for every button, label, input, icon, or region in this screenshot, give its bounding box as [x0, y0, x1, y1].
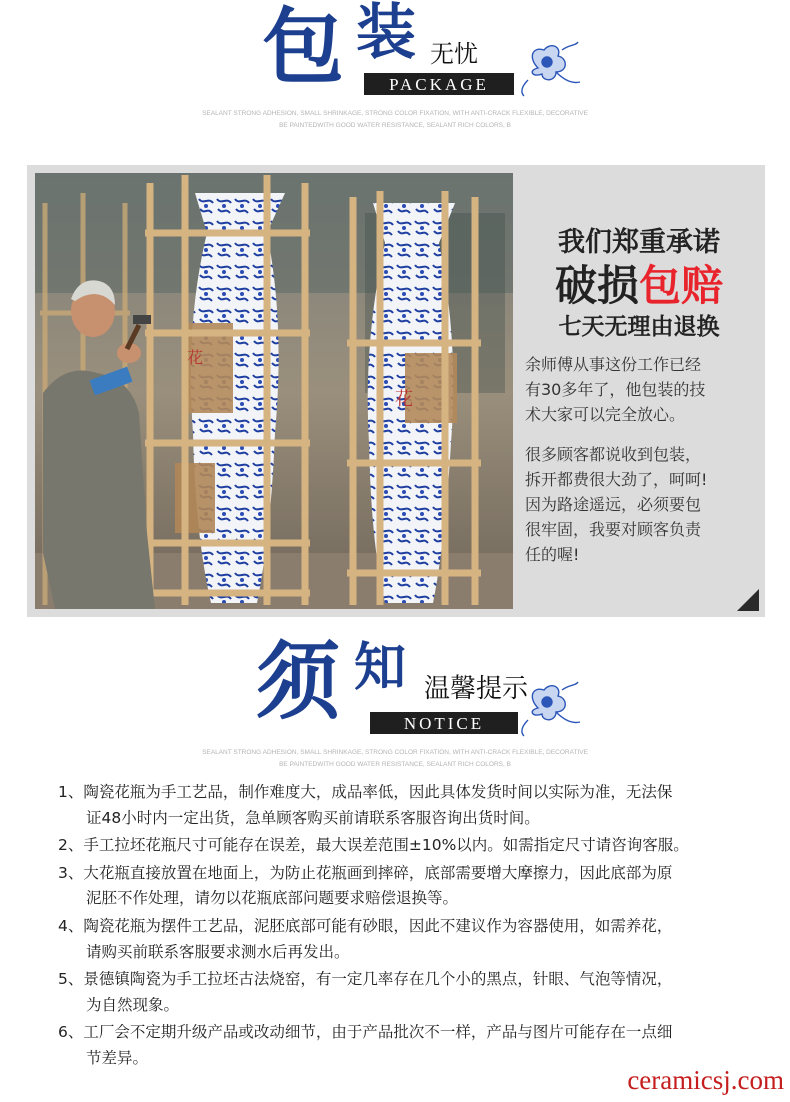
svg-text:花: 花: [187, 348, 204, 367]
customer-paragraph: [525, 442, 757, 567]
card-label: 花: [395, 389, 413, 410]
promo-panel: [27, 165, 765, 617]
package-tagline-2: BE PAINTEDWITH GOOD WATER RESISTANCE, SEALANT RICH COLORS, B: [279, 122, 511, 129]
paragraph-line: 术大家可以完全放心。: [525, 405, 686, 424]
packaging-photo-illustration: [35, 173, 513, 609]
notice-title-char-2: 知: [354, 637, 407, 698]
paragraph-line: 拆开都费很大劲了，呵呵!: [525, 470, 708, 489]
notice-item: [58, 833, 758, 859]
paragraph-line: 因为路途遥远，必须要包: [525, 495, 702, 514]
paragraph-line: 余师傅从事这份工作已经: [525, 355, 702, 374]
notice-item: [58, 780, 758, 831]
promo-text-block: [525, 165, 761, 617]
damage-guarantee-heading: [525, 253, 753, 313]
notice-item-continuation: 证48小时内一定出货，急单顾客购买前请联系客服咨询出货时间。: [86, 808, 540, 827]
notice-item-text: 3、大花瓶直接放置在地面上，为防止花瓶画到摔碎，底部需要增大摩擦力，因此底部为原: [58, 863, 673, 882]
package-subtitle: 无忧: [430, 40, 478, 68]
notice-item-text: 4、陶瓷花瓶为摆件工艺品，泥胚底部可能有砂眼，因此不建议作为容器使用，如需养花，: [58, 917, 673, 936]
notice-list: [58, 780, 758, 1074]
notice-english-label: NOTICE: [370, 712, 518, 734]
package-english-label: PACKAGE: [364, 73, 514, 95]
blue-flower-ornament: [518, 40, 582, 98]
notice-item-continuation: 泥胚不作处理，请勿以花瓶底部问题要求赔偿退换等。: [86, 889, 459, 908]
package-tagline-1: SEALANT STRONG ADHESION, SMALL SHRINKAGE, STRONG COLOR FIXATION, WITH ANTI-CRACK FLEXIBLE, DECORATIVE: [202, 110, 588, 117]
craftsman-paragraph: [525, 352, 757, 427]
notice-title-char-1: 须: [256, 632, 341, 731]
package-title-char-2: 装: [356, 0, 416, 68]
notice-item: [58, 967, 758, 1018]
return-policy-heading: 七天无理由退换: [558, 314, 720, 340]
paragraph-line: 任的喔!: [525, 545, 580, 564]
notice-tagline-2: BE PAINTEDWITH GOOD WATER RESISTANCE, SEALANT RICH COLORS, B: [279, 761, 511, 768]
notice-tagline-1: SEALANT STRONG ADHESION, SMALL SHRINKAGE, STRONG COLOR FIXATION, WITH ANTI-CRACK FLEXIBLE, DECORATIVE: [202, 749, 588, 756]
notice-subtitle: 温馨提示: [424, 674, 529, 704]
packaging-photo: [35, 173, 513, 609]
paragraph-line: 很多顾客都说收到包装，: [525, 445, 702, 464]
notice-item-text: 6、工厂会不定期升级产品或改动细节，由于产品批次不一样，产品与图片可能存在一点细: [58, 1023, 673, 1042]
package-header: [0, 0, 790, 140]
notice-item-continuation: 请购买前联系客服要求测水后再发出。: [86, 942, 350, 961]
notice-item-text: 5、景德镇陶瓷为手工拉坯古法烧窑，有一定几率存在几个小的黑点，针眼、气泡等情况，: [58, 970, 673, 989]
damage-word: 破损: [554, 261, 639, 310]
notice-item-continuation: 节差异。: [86, 1048, 149, 1067]
notice-header: [0, 632, 790, 776]
notice-item: [58, 914, 758, 965]
notice-item: [58, 861, 758, 912]
corner-triangle-icon: [737, 589, 759, 611]
blue-flower-ornament: [518, 680, 582, 738]
notice-item-text: 2、手工拉坯花瓶尺寸可能存在误差，最大误差范围±10%以内。如需指定尺寸请咨询客服。: [58, 836, 689, 855]
compensation-word: 包赔: [639, 261, 724, 310]
notice-item-text: 1、陶瓷花瓶为手工艺品，制作难度大，成品率低，因此具体发货时间以实际为准，无法保: [58, 783, 673, 801]
promise-heading: 我们郑重承诺: [558, 227, 720, 258]
notice-item: [58, 1020, 758, 1071]
package-title-char-1: 包: [262, 0, 345, 95]
notice-item-continuation: 为自然现象。: [86, 995, 180, 1014]
paragraph-line: 有30多年了，他包装的技: [525, 380, 706, 399]
site-watermark: ceramicsj.com: [627, 1065, 784, 1095]
paragraph-line: 很牢固，我要对顾客负责: [525, 520, 702, 539]
